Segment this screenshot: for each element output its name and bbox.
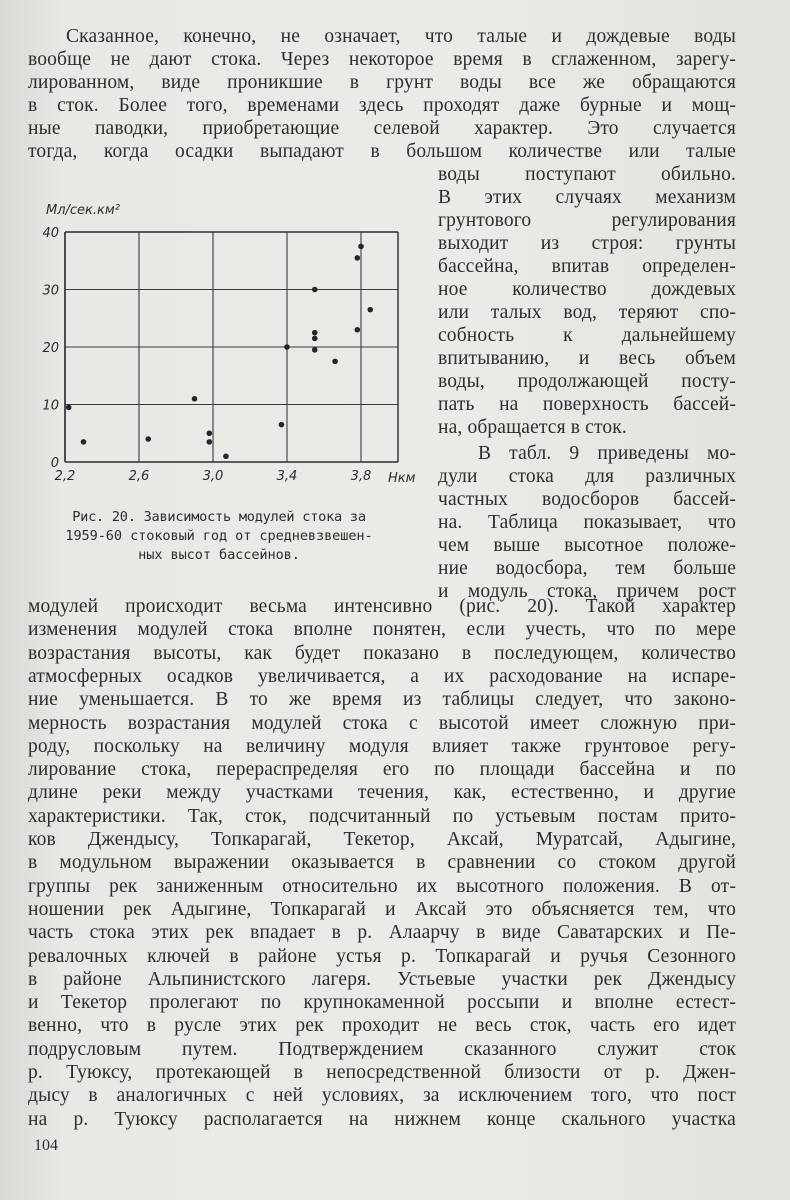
text-line: выходит из строя: грунты [438,233,736,254]
figure-20-scatter-chart [20,190,420,490]
text-line: ков Джендысу, Топкарагай, Текетор, Аксай, Муратсай, Адыгине, [28,829,736,850]
text-line: В этих случаях механизм [438,187,736,208]
data-point [81,439,87,445]
caption-line: ных высот бассейнов. [138,547,300,563]
text-line: р. Туюксу, протекающей в непосредственной близости от р. Джен- [28,1062,736,1083]
text-line: подрусловым путем. Подтверждением сказанного служит сток [28,1038,736,1060]
text-line: мерность возрастания модулей стока с высотой имеет сложную при- [28,712,736,734]
chart-data-points [66,244,373,459]
data-point [367,307,373,313]
text-line: в модульном выражении оказывается в сравнении со стоком другой [28,852,736,874]
text-line: частных водосборов бассей- [438,489,736,510]
text-line: в районе Альпинистского лагеря. Устьевые участки рек Джендысу [28,968,736,990]
text-line: вообще не дают стока. Через некоторое время в сглаженном, зарегу- [28,49,736,70]
text-line: на. Таблица показывает, что [438,512,736,533]
text-line: Сказанное, конечно, не означает, что талые и дождевые воды [66,26,736,47]
text-line: часть стока этих рек впадает в р. Алаарчу в виде Саватарских и Пе- [28,922,736,944]
text-line: в сток. Более того, временами здесь проходят даже бурные и мощ- [28,95,736,116]
text-line: характеристики. Так, сток, подсчитанный по устьевым постам прито- [28,805,736,827]
data-point [332,359,338,365]
page-number: 104 [34,1137,58,1154]
data-point [312,287,318,293]
chart-y-axis-label: Мл/сек.км² [46,203,120,218]
text-line: дысу в аналогичных с ней условиях, за исключением того, что пост [28,1085,736,1107]
text-line: лированном, виде проникшие в грунт воды все же обращаются [28,72,736,93]
text-line: тогда, когда осадки выпадают в большом количестве или талые [28,141,736,162]
text-line: или талых вод, теряют спо- [438,302,736,323]
data-point [358,244,364,250]
data-point [223,453,229,459]
text-line: бассейна, впитав определен- [438,256,736,277]
text-line: ные паводки, приобретающие селевой характер. Это случается [28,118,736,139]
text-line: ношении рек Адыгине, Топкарагай и Аксай это объясняется тем, что [28,898,736,920]
text-line: модулей происходит весьма интенсивно (рис. 20). Такой характер [28,596,736,617]
y-tick-label: 0 [50,456,59,471]
text-line: собность к дальнейшему [438,325,736,346]
data-point [207,439,213,445]
text-line: и Текетор пролегают по крупнокаменной россыпи и вполне естест- [28,992,736,1014]
text-line: группы рек заниженным относительно их высотного положения. В от- [28,875,736,897]
text-line: дули стока для различных [438,466,736,487]
data-point [355,327,361,333]
data-point [145,436,151,442]
x-tick-label: 3,8 [350,469,372,484]
data-point [312,336,318,342]
text-line: на р. Туюксу располагается на нижнем конце скального участка [28,1108,736,1130]
text-line: изменения модулей стока вполне понятен, если учесть, что по мере [28,619,736,641]
data-point [192,396,198,402]
data-point [66,405,72,411]
text-line: грунтового регулирования [438,210,736,231]
text-line: ние уменьшается. В то же время из таблицы следует, что законо- [28,689,736,711]
data-point [355,255,361,261]
text-line: атмосферных осадков увеличивается, а их расходование на испаре- [28,665,736,687]
chart-grid [65,232,398,462]
chart-tick-labels [42,226,371,484]
text-line: впитыванию, и весь объем [438,348,736,369]
data-point [312,330,318,336]
caption-line: 1959-60 стоковый год от средневзвешен- [65,528,373,544]
y-tick-label: 10 [42,398,59,414]
text-line: В табл. 9 приведены мо- [478,443,736,464]
y-tick-label: 30 [42,283,59,299]
text-line: чем выше высотное положе- [438,535,736,556]
y-tick-label: 20 [42,341,59,356]
text-line: ное количество дождевых [438,279,736,300]
x-tick-label: 3,4 [276,469,298,484]
x-tick-label: 2,6 [128,469,150,484]
x-tick-label: 3,0 [202,469,224,484]
data-point [279,422,285,428]
data-point [312,347,318,353]
text-line: длине реки между участками течения, как, естественно, и другие [28,782,736,804]
text-line: пать на поверхность бассей- [438,394,736,415]
text-line: воды, продолжающей посту- [438,371,736,392]
x-tick-label: 2,2 [54,469,76,484]
text-line: и модуль стока, причем рост [438,581,736,602]
text-line: на, обращается в сток. [438,417,627,438]
chart-x-axis-label: Нкм [388,471,416,486]
data-point [207,430,213,436]
data-point [284,344,290,350]
text-line: возрастания высоты, как будет показано в последующем, количество [28,642,736,664]
y-tick-label: 40 [42,226,59,241]
caption-line: Рис. 20. Зависимость модулей стока за [72,509,366,525]
text-line: роду, поскольку на величину модуля влияет также грунтовое регу- [28,735,736,757]
text-line: венно, что в русле этих рек проходит не весь сток, часть его идет [28,1015,736,1037]
text-line: ние водосбора, тем больше [438,558,736,579]
text-line: ревалочных ключей в районе устья р. Топкарагай и ручья Сезонного [28,945,736,967]
text-line: воды поступают обильно. [438,164,736,185]
text-line: лирование стока, перераспределяя его по площади бассейна и по [28,759,736,781]
